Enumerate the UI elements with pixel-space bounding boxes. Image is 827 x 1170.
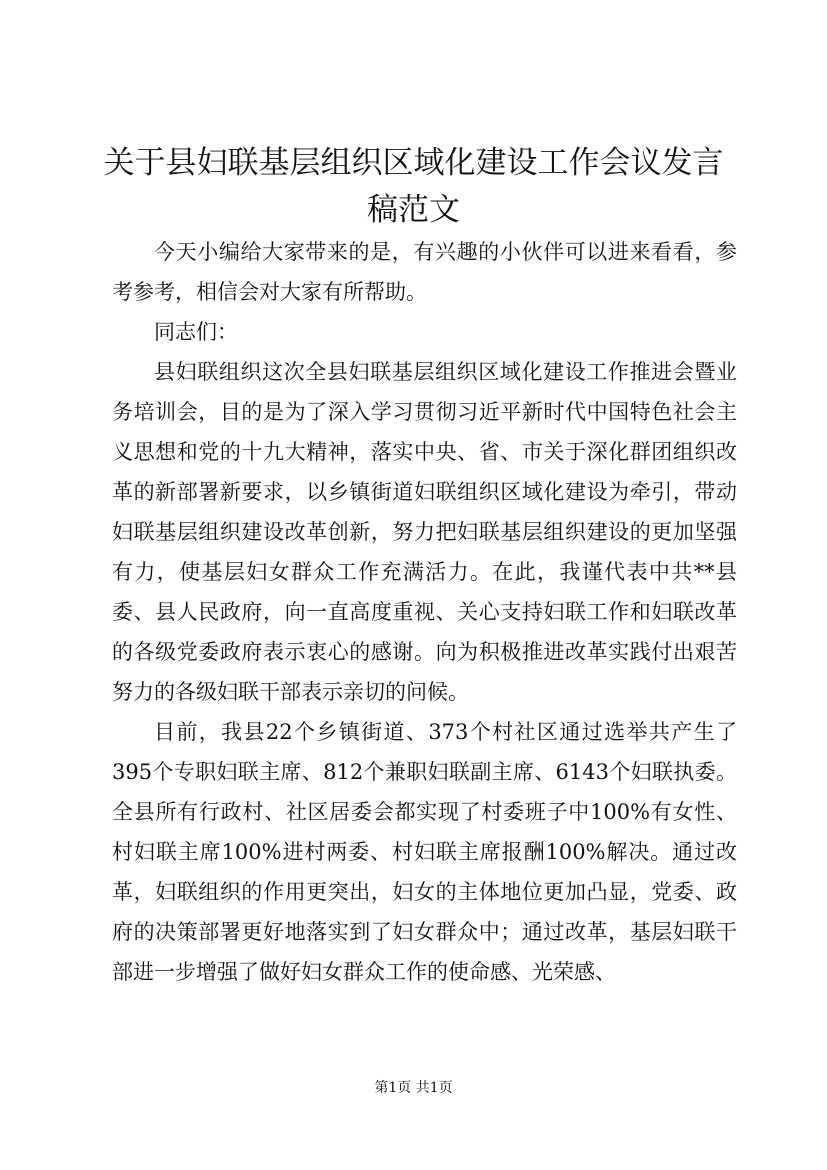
document-body <box>112 232 737 992</box>
paragraph-purpose: 县妇联组织这次全县妇联基层组织区域化建设工作推进会暨业务培训会，目的是为了深入学习贯彻习近平新时代中国特色社会主义思想和党的十九大精神，落实中央、省、市关于深化群团组织改革的新部署新要求，以乡镇街道妇联组织区域化建设为牵引，带动妇联基层组织建设改革创新，努力把妇联基层组织建设的更加坚强有力，使基层妇女群众工作充满活力。在此，我谨代表中共**县委、县人民政府，向一直高度重视、关心支持妇联工作和妇联改革的各级党委政府表示衷心的感谢。向为积极推进改革实践付出艰苦努力的各级妇联干部表示亲切的问候。 <box>112 360 737 704</box>
document-title: 关于县妇联基层组织区域化建设工作会议发言稿范文 <box>103 145 724 228</box>
page-footer: 第1页 共1页 <box>374 1080 453 1096</box>
paragraph-intro: 今天小编给大家带来的是，有兴趣的小伙伴可以进来看看，参考参考，相信会对大家有所帮助。 <box>112 240 737 304</box>
paragraph-achievements: 目前，我县22个乡镇街道、373个村社区通过选举共产生了395个专职妇联主席、812个兼职妇联副主席、6143个妇联执委。全县所有行政村、社区居委会都实现了村委班子中100%有女性、村妇联主席100%进村两委、村妇联主席报酬100%解决。通过改革，妇联组织的作用更突出，妇女的主体地位更加凸显，党委、政府的决策部署更好地落实到了妇女群众中；通过改革，基层妇联干部进一步增强了做好妇女群众工作的使命感、光荣感、 <box>112 720 737 984</box>
paragraph-salutation: 同志们： <box>154 320 238 344</box>
